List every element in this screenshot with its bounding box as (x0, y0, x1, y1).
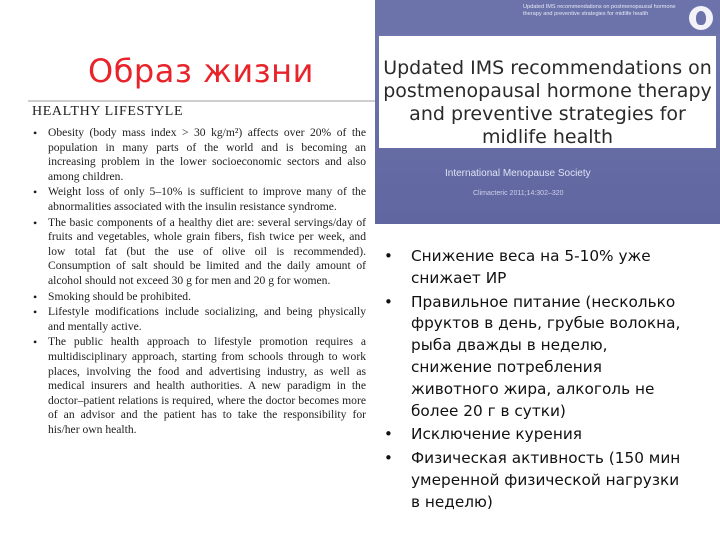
excerpt-item: • Smoking should be prohibited. (30, 290, 366, 305)
title-divider (28, 100, 376, 102)
cover-title: Updated IMS recommendations on postmenopausal hormone therapy and preventive strategies for midlife health (383, 57, 712, 148)
society-logo-icon (689, 6, 713, 30)
excerpt-list (30, 126, 366, 437)
bullet-item: • Снижение веса на 5-10% уже снижает ИР (384, 246, 684, 290)
cover-society: International Menopause Society (445, 168, 591, 179)
excerpt-heading: HEALTHY LIFESTYLE (32, 104, 184, 119)
excerpt-item: • Weight loss of only 5–10% is sufficient to improve many of the abnormalities associated with the insulin resistance syndrome. (30, 185, 366, 214)
excerpt-item: • The public health approach to lifestyle promotion requires a multidisciplinary approach, starting from schools through to work places, involving the food and advertising industry, as well as medical insurers and health authorities. A new paradigm in the doctor–patient relations is required, where the doctor becomes more of an advisor and the patient has to take the responsibility for his/her own health. (30, 335, 366, 437)
excerpt-item: • Lifestyle modifications include socializing, and being physically and mentally active. (30, 305, 366, 334)
summary-bullets (384, 246, 684, 516)
journal-cover (375, 0, 720, 224)
cover-reference: Climacteric 2011;14:302–320 (473, 190, 564, 197)
excerpt-item: • The basic components of a healthy diet are: several servings/day of fruits and vegetables, whole grain fibers, fish twice per week, and low total fat (but the use of olive oil is recommended). Consumption of salt should be limited and the daily amount of alcohol should not exceed 30 g for men and 20 g for women. (30, 216, 366, 289)
slide-title: Образ жизни (88, 52, 314, 90)
cover-header-text: Updated IMS recommendations on postmenopausal hormone therapy and preventive strategies for midlife health (523, 4, 676, 17)
bullet-item: • Исключение курения (384, 424, 684, 446)
bullet-item: • Физическая активность (150 мин умеренной физической нагрузки в неделю) (384, 448, 684, 513)
bullet-item: • Правильное питание (несколько фруктов в день, грубые волокна, рыба дважды в неделю, снижение потребления животного жира, алкоголь не более 20 г в сутки) (384, 292, 684, 423)
scanned-excerpt (30, 104, 366, 540)
excerpt-item: • Obesity (body mass index > 30 kg/m²) affects over 20% of the population in many parts of the world and is becoming an increasing problem in the lower socioeconomic sectors and also among children. (30, 126, 366, 184)
